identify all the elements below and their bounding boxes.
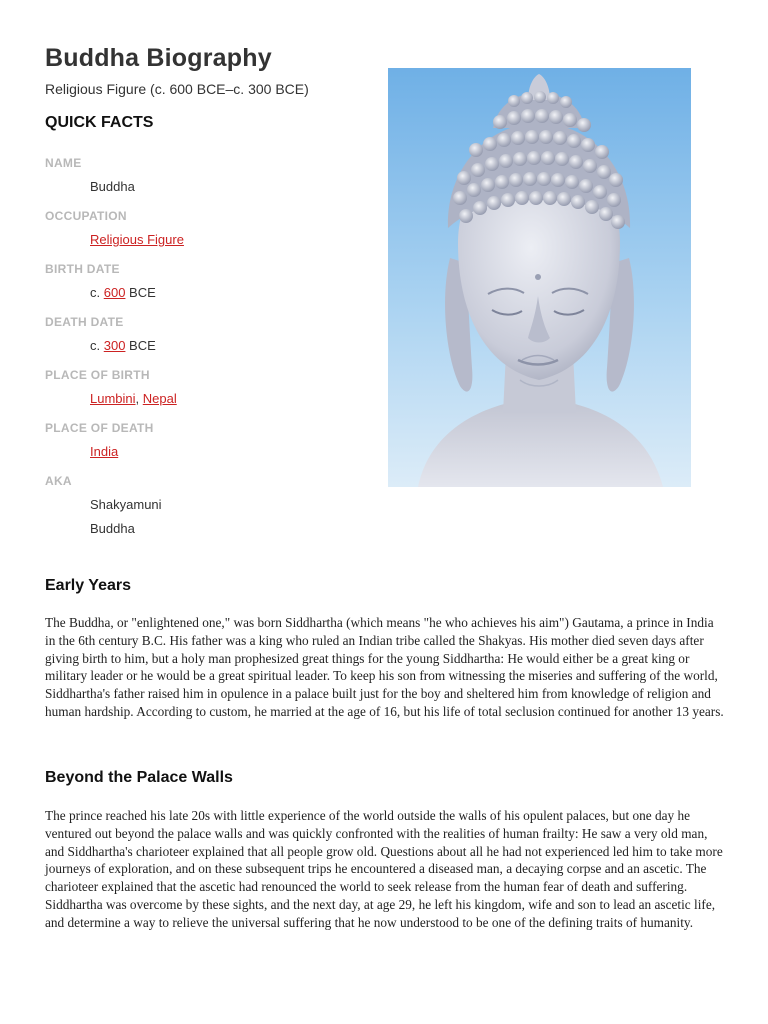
birth-year-link[interactable]: 600 — [103, 285, 126, 300]
death-date-value — [45, 338, 365, 354]
india-link[interactable]: India — [90, 444, 119, 459]
name-value: Buddha — [90, 179, 135, 194]
place-of-death-value — [45, 444, 365, 460]
occupation-label: OCCUPATION — [45, 209, 127, 223]
page-title: Buddha Biography — [45, 44, 272, 72]
birth-date-suffix: BCE — [125, 285, 156, 300]
quick-facts-title: QUICK FACTS — [45, 114, 154, 131]
page-subtitle: Religious Figure (c. 600 BCE–c. 300 BCE) — [45, 81, 309, 97]
birth-date-label: BIRTH DATE — [45, 262, 120, 276]
death-date-prefix: c. — [90, 338, 104, 353]
aka-value: Shakyamuni — [90, 497, 162, 512]
occupation-value — [45, 232, 365, 248]
birth-date-value — [45, 285, 365, 301]
lumbini-link[interactable]: Lumbini — [90, 391, 136, 406]
aka-value: Buddha — [90, 521, 135, 536]
buddha-statue-image — [388, 68, 691, 487]
section-heading-early-years: Early Years — [45, 577, 132, 594]
death-year-link[interactable]: 300 — [103, 338, 126, 353]
place-of-birth-separator: , — [135, 391, 143, 406]
death-date-suffix: BCE — [125, 338, 156, 353]
section-heading-beyond-palace-walls: Beyond the Palace Walls — [45, 769, 233, 786]
place-of-birth-label: PLACE OF BIRTH — [45, 368, 150, 382]
quick-facts-list — [45, 156, 365, 551]
place-of-death-label: PLACE OF DEATH — [45, 421, 154, 435]
aka-label: AKA — [45, 474, 72, 488]
section-text-early-years: The Buddha, or "enlightened one," was born Siddhartha (which means "he who achieves his aim") Gautama, a prince in India in the 6th century B.C. His father was a king who ruled an Indian tribe called the Shakyas. His mother died seven days after giving birth to him, but a holy man prophesized great things for the young Siddhartha: He would either be a great king or military leader or he would be a great spiritual leader. To keep his son from witnessing the miseries and suffering of the world, Siddhartha's father raised him in opulence in a palace built just for the boy and sheltered him from knowledge of religion and human hardship. According to custom, he married at the age of 16, but his life of total seclusion continued for another 13 years. — [45, 615, 724, 719]
section-text-beyond-palace-walls: The prince reached his late 20s with little experience of the world outside the walls of his opulent palaces, but one day he ventured out beyond the palace walls and was quickly confronted with the realities of human frailty: He saw a very old man, and Siddhartha's charioteer explained that all people grow old. Questions about all he had not experienced led him to take more journeys of exploration, and on these subsequent trips he encountered a diseased man, a decaying corpse and an ascetic. The charioteer explained that the ascetic had renounced the world to seek release from the human fear of death and suffering. Siddhartha was overcome by these sights, and the next day, at age 29, he left his kingdom, wife and son to lead an ascetic life, and determine a way to relieve the universal suffering that he now understood to be one of the defining traits of humanity. — [45, 808, 723, 930]
death-date-label: DEATH DATE — [45, 315, 124, 329]
buddha-statue-illustration — [388, 68, 691, 487]
birth-date-prefix: c. — [90, 285, 104, 300]
aka-values — [45, 497, 365, 537]
name-label: NAME — [45, 156, 82, 170]
occupation-link[interactable]: Religious Figure — [90, 232, 184, 247]
nepal-link[interactable]: Nepal — [142, 391, 177, 406]
place-of-birth-value — [45, 391, 365, 407]
